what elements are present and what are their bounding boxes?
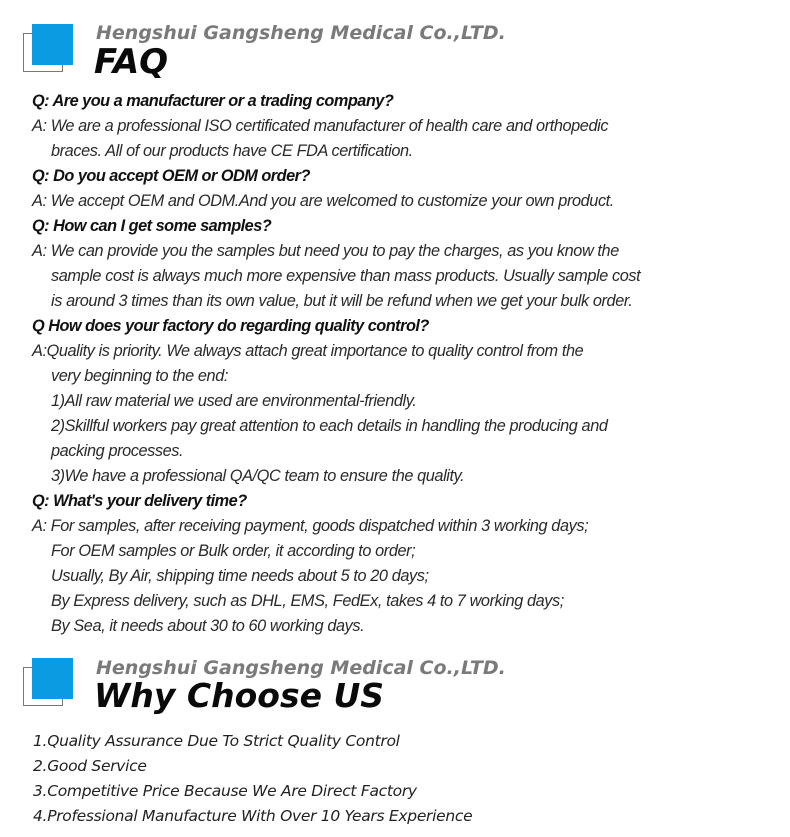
faq-answer-line: 2)Skillful workers pay great attention to each details in handling the producing and [51, 417, 608, 435]
faq-list [32, 89, 782, 639]
faq-answer-line: A: We accept OEM and ODM.And you are welcomed to customize your own product. [32, 192, 614, 210]
faq-answer-line: A: For samples, after receiving payment, goods dispatched within 3 working days; [32, 517, 589, 535]
faq-answer-line: By Express delivery, such as DHL, EMS, FedEx, takes 4 to 7 working days; [51, 592, 564, 610]
faq-question: Q: Are you a manufacturer or a trading company? [32, 92, 394, 110]
section-title-faq: FAQ [94, 42, 169, 82]
why-choose-list [33, 729, 472, 829]
faq-answer-line: A: We are a professional ISO certificated manufacturer of health care and orthopedic [32, 117, 609, 135]
faq-answer-line: A:Quality is priority. We always attach great importance to quality control from the [32, 342, 584, 360]
faq-question: Q: How can I get some samples? [32, 217, 272, 235]
faq-answer-line: For OEM samples or Bulk order, it according to order; [51, 542, 416, 560]
faq-answer-line: sample cost is always much more expensive than mass products. Usually sample cost [51, 267, 641, 285]
faq-item [32, 164, 782, 214]
faq-item [32, 314, 782, 489]
square-fill [32, 658, 73, 699]
faq-item [32, 214, 782, 314]
faq-answer-line: packing processes. [51, 442, 184, 460]
square-fill [32, 24, 73, 65]
section-title-why: Why Choose US [94, 676, 385, 715]
faq-answer-line: Usually, By Air, shipping time needs about 5 to 20 days; [51, 567, 429, 585]
list-item: 1.Quality Assurance Due To Strict Quality Control [33, 732, 400, 750]
faq-answer-line: 1)All raw material we used are environmental-friendly. [51, 392, 417, 410]
faq-item [32, 89, 782, 164]
list-item: 3.Competitive Price Because We Are Direct Factory [33, 782, 417, 800]
faq-question: Q: What's your delivery time? [32, 492, 247, 510]
faq-answer-line: By Sea, it needs about 30 to 60 working days. [51, 617, 365, 635]
square-logo-icon [18, 652, 78, 712]
company-name: Hengshui Gangsheng Medical Co.,LTD. [96, 657, 506, 679]
faq-answer-line: very beginning to the end: [51, 367, 228, 385]
faq-question: Q: Do you accept OEM or ODM order? [32, 167, 310, 185]
faq-answer-line: is around 3 times than its own value, but it will be refund when we get your bulk order. [51, 292, 633, 310]
square-logo-icon [18, 18, 78, 78]
faq-item [32, 489, 782, 639]
faq-question: Q How does your factory do regarding quality control? [32, 317, 429, 335]
company-name: Hengshui Gangsheng Medical Co.,LTD. [96, 22, 506, 44]
faq-answer-line: A: We can provide you the samples but need you to pay the charges, as you know the [32, 242, 619, 260]
list-item: 2.Good Service [33, 757, 147, 775]
faq-answer-line: 3)We have a professional QA/QC team to ensure the quality. [51, 467, 465, 485]
faq-answer-line: braces. All of our products have CE FDA certification. [51, 142, 413, 160]
list-item: 4.Professional Manufacture With Over 10 Years Experience [33, 807, 473, 825]
